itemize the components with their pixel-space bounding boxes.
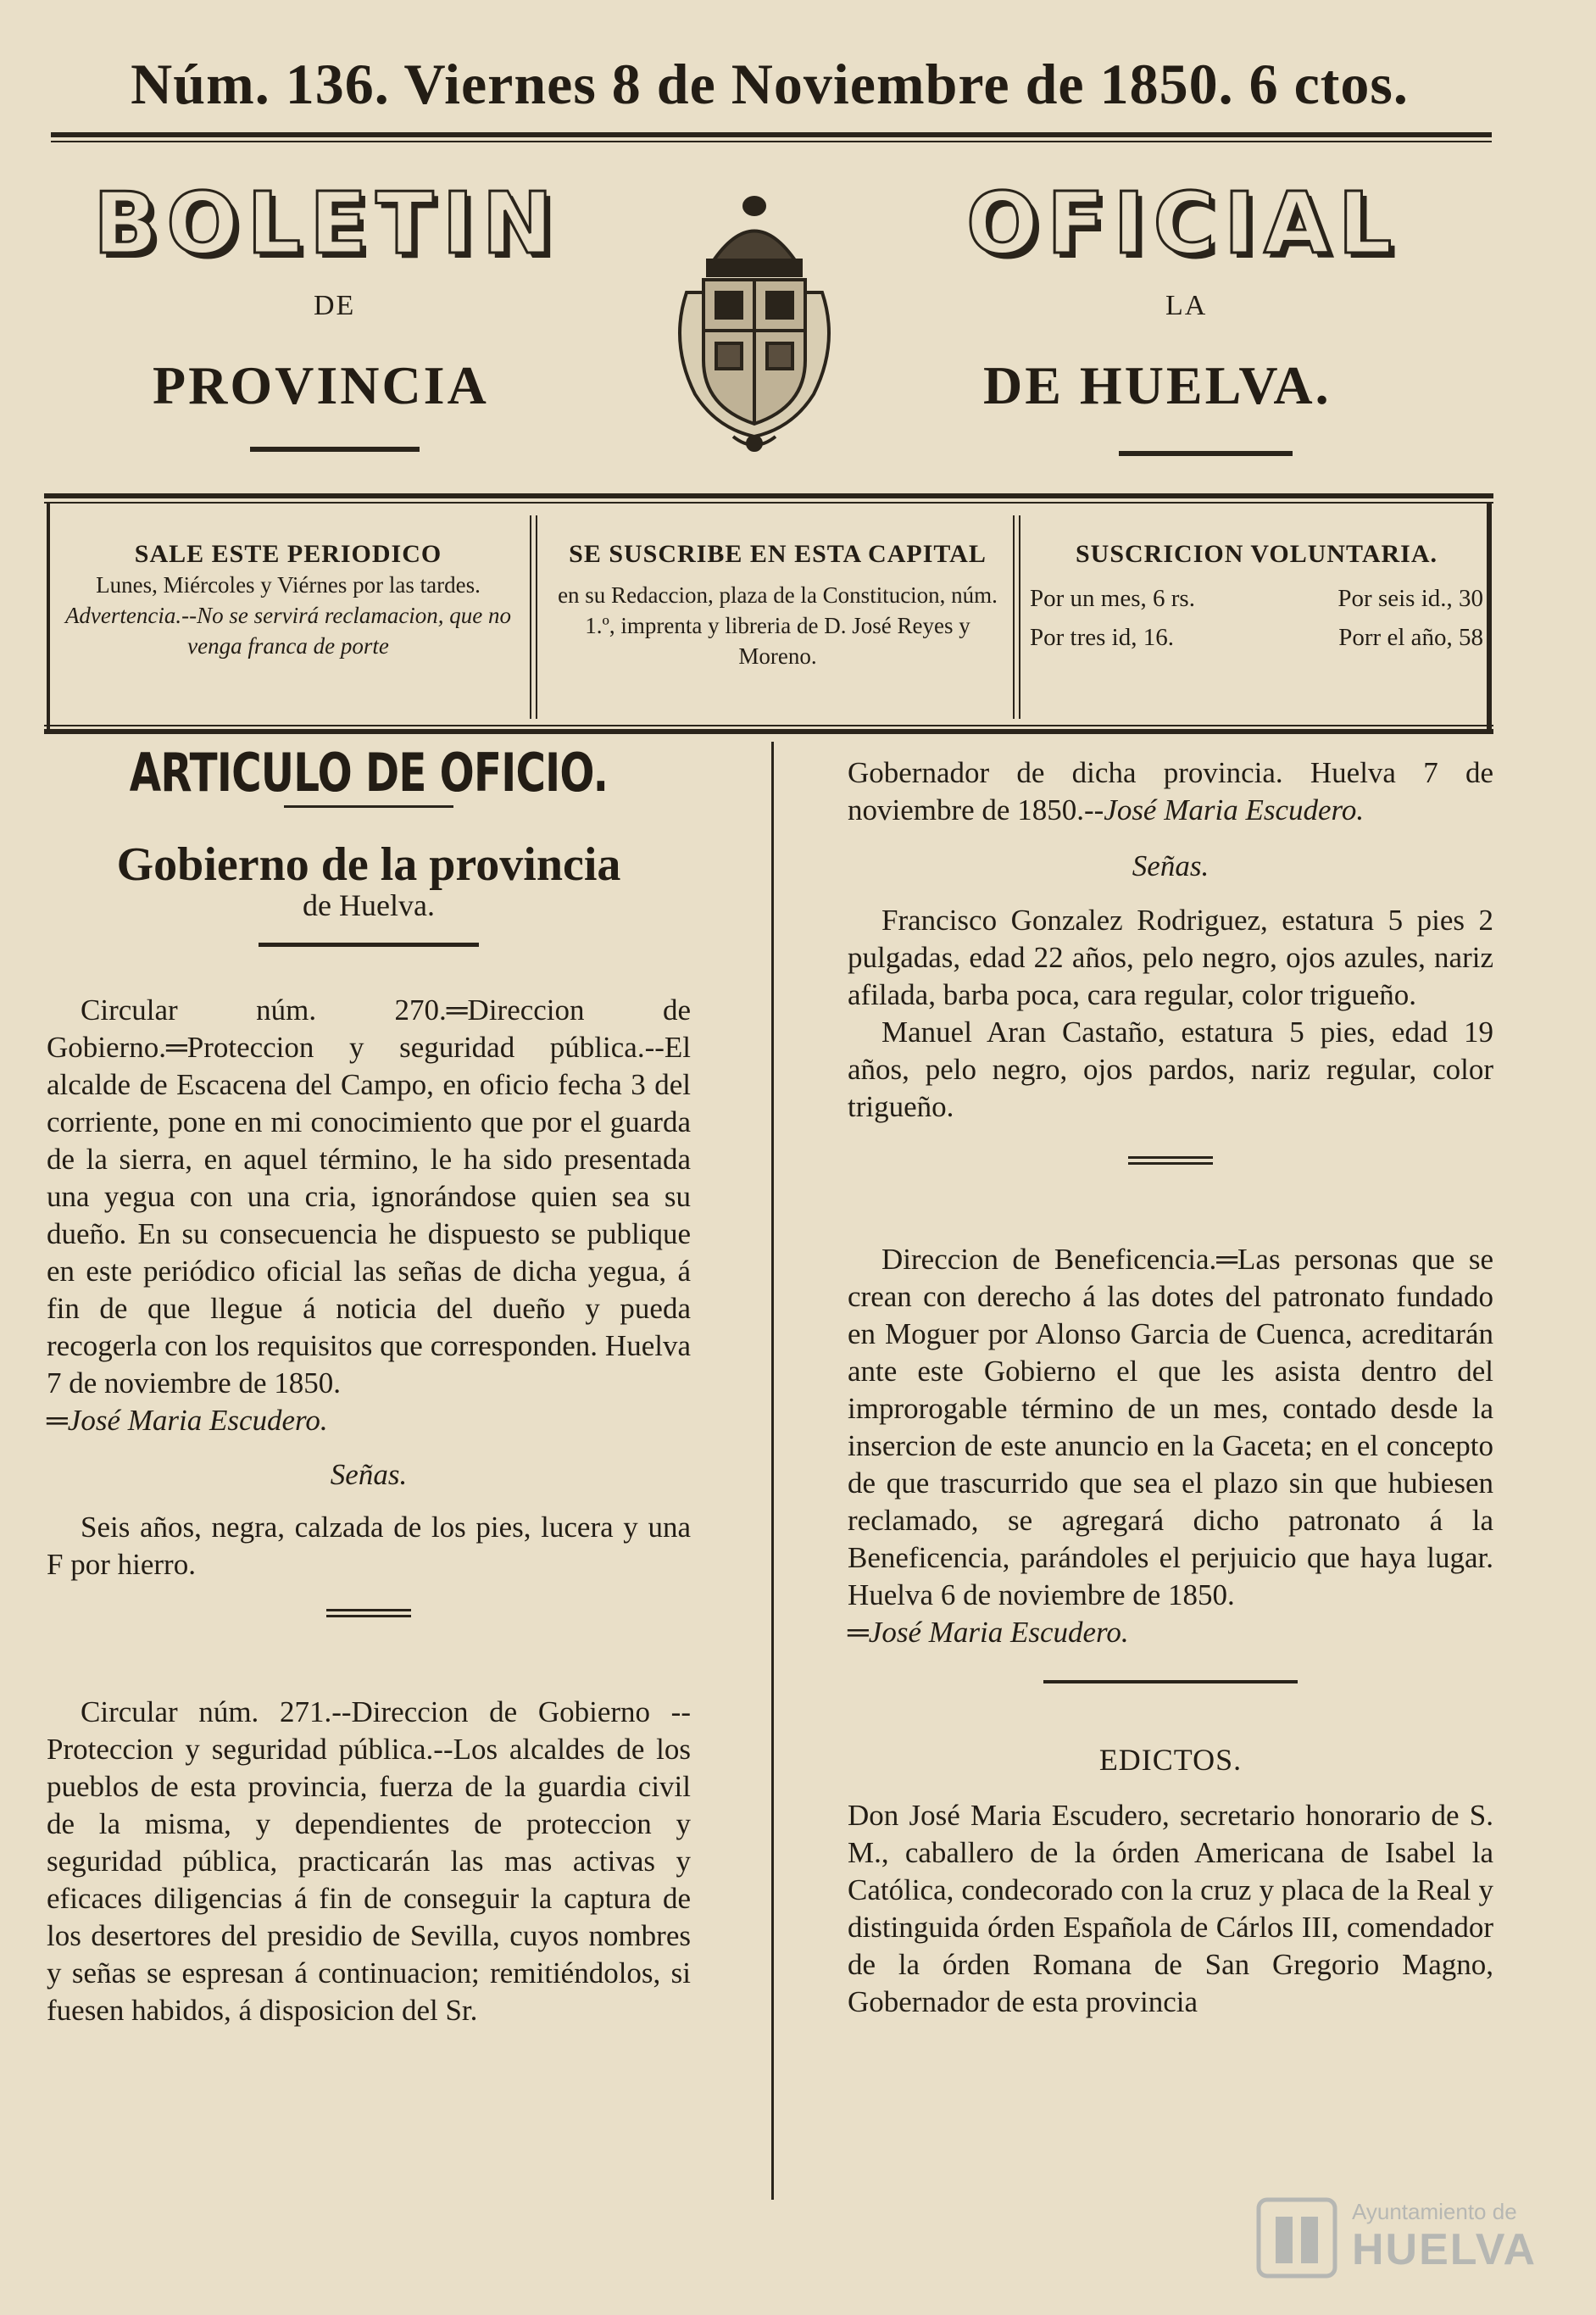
info-box-divider-1b — [536, 515, 537, 719]
circular-271-body: Circular núm. 271.--Direccion de Gobierno --Proteccion y seguridad pública.--Los alcaldes de los pueblos de esta provincia, fuerza de la guardia civil de la misma, y dependientes de proteccion y seguridad pública, practicarán las mas activas y eficaces diligencias á fin de conseguir la captura de los desertores del presidio de Sevilla, cuyos nombres y señas se espresan á continuacion; remitiéndolos, si fuesen habidos, á disposicion del Sr. — [47, 1695, 691, 2027]
info-box-bottom-rule-thin — [44, 725, 1493, 726]
title-oficial: OFICIAL — [966, 174, 1401, 273]
info-box-top-rule-thin — [44, 502, 1493, 504]
title-provincia: PROVINCIA — [153, 355, 489, 415]
title-left-underline — [250, 447, 420, 452]
edictos-rule — [1043, 1680, 1298, 1683]
info-col-publication — [59, 539, 517, 661]
info-box-right-border — [1487, 504, 1492, 729]
title-boletin: BOLETIN — [93, 174, 562, 273]
right-column — [848, 754, 1493, 2021]
gov-title-rule — [259, 943, 479, 947]
city-logo-icon — [1250, 2191, 1343, 2284]
watermark-line2: HUELVA — [1352, 2225, 1538, 2274]
title-right-underline — [1119, 451, 1293, 456]
coat-of-arms-icon — [665, 182, 843, 454]
info-col2-text: en su Redaccion, plaza de la Constitucion, núm. 1.º, imprenta y libreria de D. José Reyes y Moreno. — [558, 582, 998, 669]
circular-270-body: Circular núm. 270.═Direccion de Gobierno.═Proteccion y seguridad pública.--El alcalde de Escacena del Campo, en oficio fecha 3 del corriente, pone en mi conocimiento que por el guarda de la sierra, en aquel término, le ha sido presentada una yegua con una cria, ignorándose quien sea su dueño. En su consecuencia he dispuesto se publique en este periódico oficial las señas de dicha yegua, á fin de que llegue á noticia del dueño y pueda recogerla con los requisitos que corresponden. Huelva 7 de noviembre de 1850. — [47, 993, 691, 1400]
senas-heading-left: Señas. — [330, 1458, 408, 1491]
title-de-huelva: DE HUELVA. — [983, 355, 1332, 415]
title-la: LA — [1165, 290, 1208, 321]
watermark-line1: Ayuntamiento de — [1352, 2199, 1517, 2224]
info-box-left-border — [47, 504, 50, 729]
issue-line: Núm. 136. Viernes 8 de Noviembre de 1850. 6 ctos. — [131, 52, 1409, 116]
deserter-1: Francisco Gonzalez Rodriguez, estatura 5 pies 2 pulgadas, edad 22 años, pelo negro, ojos azules, nariz afilada, barba poca, cara regular, color trigueño. — [848, 904, 1493, 1011]
info-col1-days: Lunes, Miércoles y Viérnes por las tardes. — [96, 572, 481, 598]
masthead-rule-thin — [51, 141, 1492, 142]
left-column — [47, 742, 691, 2029]
price-one-year: Porr el año, 58 — [1338, 624, 1483, 651]
column-divider — [771, 742, 774, 2200]
price-one-month: Por un mes, 6 rs. — [1030, 585, 1195, 612]
senas-heading-right: Señas. — [1132, 849, 1210, 882]
continuation-body: Gobernador de dicha provincia. Huelva 7 de noviembre de 1850.--José Maria Escudero. — [848, 756, 1493, 826]
circular-270-signature: ═José Maria Escudero. — [47, 1404, 328, 1437]
info-box-divider-1 — [530, 515, 531, 719]
info-col-subscription-prices — [1030, 539, 1483, 653]
info-col-subscription-place — [547, 539, 1009, 671]
info-box-bottom-rule — [44, 729, 1493, 734]
info-col1-heading: SALE ESTE PERIODICO — [134, 540, 442, 568]
title-de: DE — [314, 290, 356, 321]
senas-body-left: Seis años, negra, calzada de los pies, lucera y una F por hierro. — [47, 1511, 691, 1581]
gov-title: Gobierno de la provincia — [116, 838, 621, 891]
price-six-months: Por seis id., 30 — [1337, 585, 1483, 612]
beneficencia-body: Direccion de Beneficencia.═Las personas que se crean con derecho á las dotes del patronato fundado en Moguer por Alonso Garcia de Cuenca, acreditarán ante este Gobierno el que les asista dentro del improrogable término de un mes, contado desde la insercion de este anuncio en la Gaceta; en el concepto de que trascurrido que sea el plazo sin que hubiesen reclamado, se agregará dicho patronato á la Beneficencia, parándoles el perjuicio que haya lugar. Huelva 6 de noviembre de 1850. — [848, 1243, 1493, 1611]
info-col2-heading: SE SUSCRIBE EN ESTA CAPITAL — [569, 540, 987, 568]
info-col3-heading: SUSCRICION VOLUNTARIA. — [1075, 540, 1438, 568]
info-col1-advertencia: Advertencia.--No se servirá reclamacion, que no venga franca de porte — [64, 603, 512, 659]
watermark — [1250, 2187, 1547, 2289]
ornament-separator — [284, 805, 453, 808]
deserter-2: Manuel Aran Castaño, estatura 5 pies, edad 19 años, pelo negro, ojos pardos, nariz regular, color trigueño. — [848, 1016, 1493, 1123]
masthead-rule — [51, 132, 1492, 137]
gov-subtitle: de Huelva. — [303, 888, 435, 922]
edictos-heading: EDICTOS. — [1098, 1743, 1243, 1777]
info-box-divider-2 — [1013, 515, 1015, 719]
info-box-top-rule — [44, 493, 1493, 498]
beneficencia-signature: ═José Maria Escudero. — [848, 1616, 1129, 1649]
continuation-signature: José Maria Escudero. — [1104, 793, 1365, 826]
price-three-months: Por tres id, 16. — [1030, 624, 1174, 651]
edictos-body: Don José Maria Escudero, secretario honorario de S. M., caballero de la órden Americana de Isabel la Católica, condecorado con la cruz y placa de la Real y distinguida órden Española de Cárlos III, comendador de la órden Romana de San Gregorio Magno, Gobernador de esta provincia — [848, 1799, 1493, 2018]
info-box-divider-2b — [1019, 515, 1020, 719]
section-title: ARTICULO DE OFICIO. — [129, 742, 609, 804]
double-rule-right — [1128, 1156, 1213, 1159]
double-rule-left — [326, 1609, 411, 1611]
